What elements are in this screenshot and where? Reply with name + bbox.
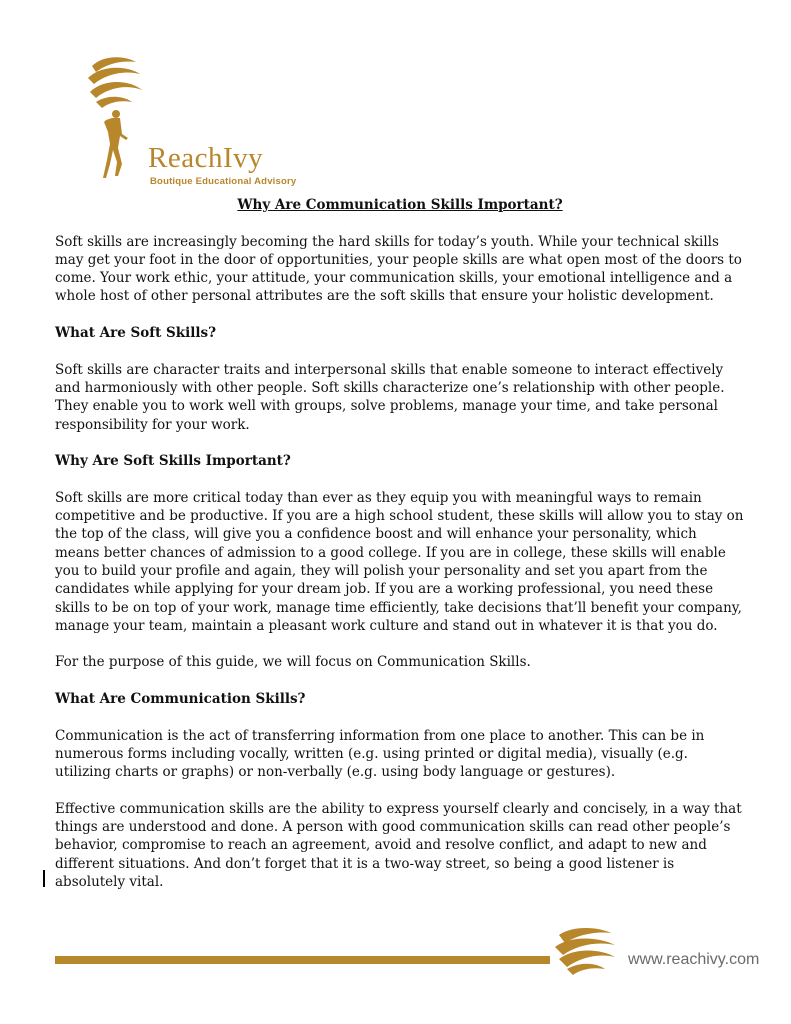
brand-name: ReachIvy — [148, 142, 264, 174]
reachivy-swirl-icon — [553, 925, 623, 977]
section-heading-soft-skills-importance: Why Are Soft Skills Important? — [55, 453, 291, 470]
intro-paragraph: Soft skills are increasingly becoming the hard skills for today’s youth. While your technical skills may get your foot in the door of opportunities, your people skills are what open most of the doors to come. Your work ethic, your attitude, your communication skills, your emotional intelligence and a whole host of other personal attributes are the soft skills that ensure your holistic development. — [55, 233, 742, 305]
paragraph: Effective communication skills are the ability to express yourself clearly and concisely, in a way that things are understood and done. A person with good communication skills can read other people’s behavior, compromise to reach an agreement, avoid and resolve conflict, and adapt to new and different situations. And don’t forget that it is a two-way street, so being a good listener is absolutely vital. — [55, 800, 742, 890]
footer-bar — [55, 956, 550, 964]
reachivy-logo-icon — [82, 52, 152, 192]
text-cursor — [43, 870, 45, 887]
section-heading-communication-skills: What Are Communication Skills? — [55, 691, 306, 708]
section-heading-soft-skills: What Are Soft Skills? — [55, 325, 217, 342]
paragraph: Communication is the act of transferring information from one place to another. This can be in numerous forms including vocally, written (e.g. using printed or digital media), visually (e.g. utilizing charts or graphs) or non-verbally (e.g. using body language or gestures). — [55, 727, 705, 781]
brand-logo — [82, 52, 302, 192]
document-title: Why Are Communication Skills Important? — [237, 197, 563, 213]
footer-url[interactable]: www.reachivy.com — [628, 951, 760, 968]
brand-tagline: Boutique Educational Advisory — [150, 176, 297, 187]
paragraph: For the purpose of this guide, we will focus on Communication Skills. — [55, 654, 531, 671]
paragraph: Soft skills are more critical today than ever as they equip you with meaningful ways to remain competitive and be productive. If you are a high school student, these skills will allow you to stay on the top of the class, will give you a confidence boost and will enhance your personality, which means better chances of admission to a good college. If you are in college, these skills will enable you to build your profile and again, they will polish your personality and set you apart from the candidates while applying for your dream job. If you are a working professional, you need these skills to be on top of your work, manage time efficiently, take decisions that’ll benefit your company, manage your team, maintain a pleasant work culture and stand out in whatever it is that you do. — [55, 489, 744, 634]
document-body — [55, 196, 745, 910]
paragraph: Soft skills are character traits and interpersonal skills that enable someone to interact effectively and harmoniously with other people. Soft skills characterize one’s relationship with other people. They enable you to work well with groups, solve problems, manage your time, and take personal responsibility for your work. — [55, 361, 725, 433]
